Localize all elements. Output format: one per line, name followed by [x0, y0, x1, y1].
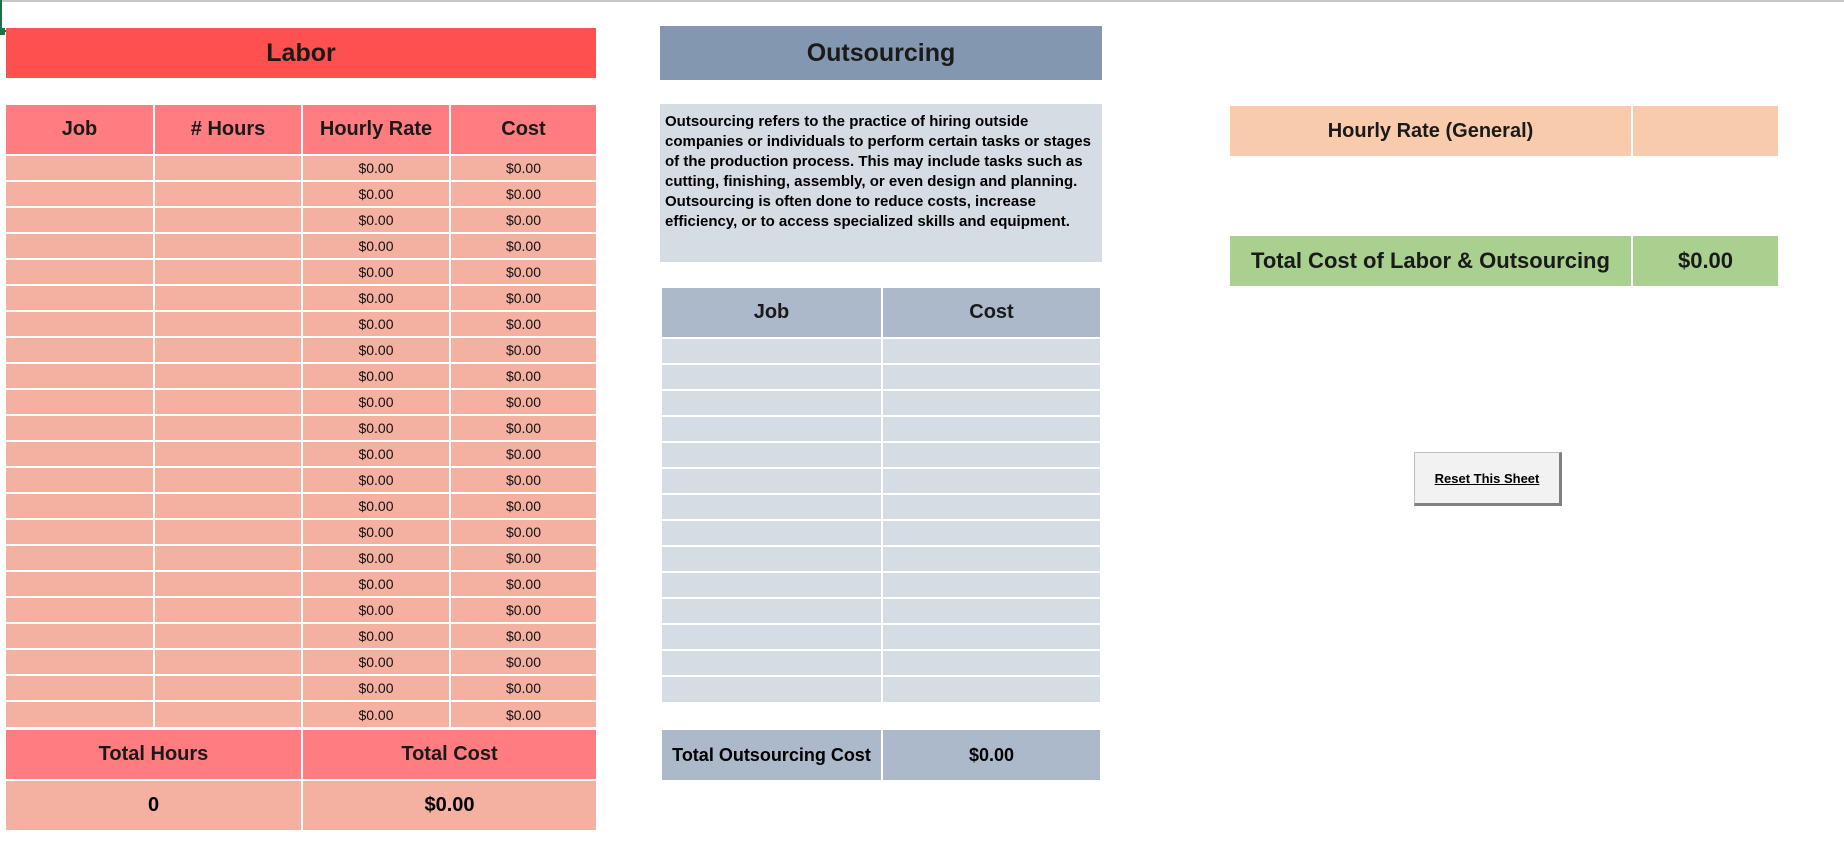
labor-job-cell[interactable]: [6, 233, 154, 259]
labor-cost-cell: $0.00: [450, 467, 596, 493]
labor-rate-cell: $0.00: [302, 389, 450, 415]
labor-hours-cell[interactable]: [154, 259, 302, 285]
labor-cost-cell: $0.00: [450, 389, 596, 415]
labor-header-cost: Cost: [450, 105, 596, 155]
labor-cost-cell: $0.00: [450, 259, 596, 285]
labor-job-cell[interactable]: [6, 493, 154, 519]
labor-row: [6, 259, 596, 285]
labor-job-cell[interactable]: [6, 467, 154, 493]
reset-sheet-button[interactable]: Reset This Sheet: [1414, 452, 1562, 506]
outsourcing-cost-cell[interactable]: [882, 468, 1100, 494]
labor-totals-table: [6, 730, 596, 830]
labor-cost-cell: $0.00: [450, 363, 596, 389]
labor-job-cell[interactable]: [6, 519, 154, 545]
labor-hours-cell[interactable]: [154, 441, 302, 467]
outsourcing-job-cell[interactable]: [662, 338, 882, 364]
labor-row: [6, 181, 596, 207]
labor-row: [6, 623, 596, 649]
labor-hours-cell[interactable]: [154, 233, 302, 259]
outsourcing-cost-cell[interactable]: [882, 676, 1100, 702]
labor-cost-cell: $0.00: [450, 623, 596, 649]
labor-hours-cell[interactable]: [154, 493, 302, 519]
outsourcing-row: [662, 442, 1100, 468]
labor-hours-cell[interactable]: [154, 649, 302, 675]
labor-hours-cell[interactable]: [154, 155, 302, 181]
labor-hours-cell[interactable]: [154, 285, 302, 311]
outsourcing-cost-cell[interactable]: [882, 364, 1100, 390]
outsourcing-job-cell[interactable]: [662, 494, 882, 520]
total-outsourcing-cost-value: $0.00: [882, 730, 1100, 780]
labor-job-cell[interactable]: [6, 389, 154, 415]
labor-cost-cell: $0.00: [450, 207, 596, 233]
labor-hours-cell[interactable]: [154, 467, 302, 493]
labor-cost-cell: $0.00: [450, 545, 596, 571]
outsourcing-description: Outsourcing refers to the practice of hiring outside companies or individuals to perform certain tasks or stages of the production process. This may include tasks such as cutting, finishing, assembly, or even design and planning. Outsourcing is often done to reduce costs, increase efficiency, or to access specialized skills and equipment.: [660, 104, 1102, 262]
outsourcing-job-cell[interactable]: [662, 468, 882, 494]
labor-job-cell[interactable]: [6, 207, 154, 233]
labor-cost-cell: $0.00: [450, 415, 596, 441]
labor-rate-cell: $0.00: [302, 675, 450, 701]
labor-header-row: [6, 105, 596, 155]
labor-row: [6, 597, 596, 623]
outsourcing-row: [662, 364, 1100, 390]
labor-title: Labor: [6, 28, 596, 78]
outsourcing-job-cell[interactable]: [662, 650, 882, 676]
labor-rate-cell: $0.00: [302, 363, 450, 389]
labor-row: [6, 441, 596, 467]
labor-cost-cell: $0.00: [450, 233, 596, 259]
labor-header-hours: # Hours: [154, 105, 302, 155]
labor-cost-cell: $0.00: [450, 597, 596, 623]
outsourcing-cost-cell[interactable]: [882, 416, 1100, 442]
labor-hours-cell[interactable]: [154, 545, 302, 571]
grand-total-value: $0.00: [1632, 236, 1778, 286]
labor-cost-cell: $0.00: [450, 181, 596, 207]
labor-rate-cell: $0.00: [302, 207, 450, 233]
labor-job-cell[interactable]: [6, 675, 154, 701]
labor-hours-cell[interactable]: [154, 701, 302, 727]
labor-row: [6, 207, 596, 233]
labor-cost-cell: $0.00: [450, 649, 596, 675]
outsourcing-row: [662, 572, 1100, 598]
outsourcing-job-cell[interactable]: [662, 390, 882, 416]
outsourcing-cost-cell[interactable]: [882, 624, 1100, 650]
labor-hours-cell[interactable]: [154, 415, 302, 441]
outsourcing-job-cell[interactable]: [662, 572, 882, 598]
outsourcing-cost-cell[interactable]: [882, 546, 1100, 572]
labor-header-hourly-rate: Hourly Rate: [302, 105, 450, 155]
total-outsourcing-cost-label: Total Outsourcing Cost: [662, 730, 882, 780]
labor-table: [6, 105, 596, 727]
labor-job-cell[interactable]: [6, 623, 154, 649]
labor-job-cell[interactable]: [6, 311, 154, 337]
outsourcing-job-cell[interactable]: [662, 520, 882, 546]
labor-cost-cell: $0.00: [450, 519, 596, 545]
labor-rate-cell: $0.00: [302, 649, 450, 675]
labor-hours-cell[interactable]: [154, 597, 302, 623]
labor-job-cell[interactable]: [6, 571, 154, 597]
labor-rate-cell: $0.00: [302, 467, 450, 493]
labor-job-cell[interactable]: [6, 701, 154, 727]
labor-job-cell[interactable]: [6, 155, 154, 181]
labor-row: [6, 285, 596, 311]
outsourcing-table: [662, 288, 1100, 702]
labor-row: [6, 519, 596, 545]
labor-job-cell[interactable]: [6, 441, 154, 467]
labor-job-cell[interactable]: [6, 597, 154, 623]
total-hours-value: 0: [6, 780, 302, 830]
total-hours-label: Total Hours: [6, 730, 302, 780]
outsourcing-row: [662, 546, 1100, 572]
labor-rate-cell: $0.00: [302, 623, 450, 649]
labor-rate-cell: $0.00: [302, 415, 450, 441]
sheet-top-border: [0, 0, 1844, 2]
labor-row: [6, 233, 596, 259]
labor-row: [6, 675, 596, 701]
labor-cost-cell: $0.00: [450, 155, 596, 181]
outsourcing-cost-cell[interactable]: [882, 520, 1100, 546]
outsourcing-rows: [662, 338, 1100, 702]
labor-rate-cell: $0.00: [302, 155, 450, 181]
labor-rate-cell: $0.00: [302, 597, 450, 623]
outsourcing-job-cell[interactable]: [662, 624, 882, 650]
labor-hours-cell[interactable]: [154, 389, 302, 415]
labor-row: [6, 389, 596, 415]
hourly-rate-label: Hourly Rate (General): [1230, 106, 1632, 156]
labor-rate-cell: $0.00: [302, 519, 450, 545]
labor-rate-cell: $0.00: [302, 545, 450, 571]
labor-header-job: Job: [6, 105, 154, 155]
outsourcing-header-cost: Cost: [882, 288, 1100, 338]
labor-rows: [6, 155, 596, 727]
outsourcing-cost-cell[interactable]: [882, 442, 1100, 468]
labor-rate-cell: $0.00: [302, 259, 450, 285]
outsourcing-row: [662, 598, 1100, 624]
labor-row: [6, 155, 596, 181]
labor-cost-cell: $0.00: [450, 675, 596, 701]
total-cost-value: $0.00: [302, 780, 596, 830]
labor-rate-cell: $0.00: [302, 233, 450, 259]
labor-rate-cell: $0.00: [302, 337, 450, 363]
labor-row: [6, 337, 596, 363]
labor-hours-cell[interactable]: [154, 675, 302, 701]
labor-hours-cell[interactable]: [154, 181, 302, 207]
outsourcing-job-cell[interactable]: [662, 676, 882, 702]
outsourcing-cost-cell[interactable]: [882, 650, 1100, 676]
outsourcing-header-job: Job: [662, 288, 882, 338]
labor-job-cell[interactable]: [6, 181, 154, 207]
outsourcing-row: [662, 338, 1100, 364]
labor-hours-cell[interactable]: [154, 363, 302, 389]
labor-cost-cell: $0.00: [450, 701, 596, 727]
outsourcing-job-cell[interactable]: [662, 442, 882, 468]
outsourcing-job-cell[interactable]: [662, 598, 882, 624]
total-cost-label: Total Cost: [302, 730, 596, 780]
hourly-rate-input-cell[interactable]: [1632, 106, 1778, 156]
labor-job-cell[interactable]: [6, 545, 154, 571]
labor-rate-cell: $0.00: [302, 285, 450, 311]
outsourcing-job-cell[interactable]: [662, 364, 882, 390]
labor-row: [6, 493, 596, 519]
labor-row: [6, 467, 596, 493]
outsourcing-row: [662, 468, 1100, 494]
outsourcing-row: [662, 416, 1100, 442]
labor-row: [6, 571, 596, 597]
labor-row: [6, 649, 596, 675]
outsourcing-cost-cell[interactable]: [882, 390, 1100, 416]
outsourcing-row: [662, 390, 1100, 416]
outsourcing-cost-cell[interactable]: [882, 572, 1100, 598]
labor-row: [6, 545, 596, 571]
outsourcing-header-row: [662, 288, 1100, 338]
labor-job-cell[interactable]: [6, 363, 154, 389]
outsourcing-row: [662, 494, 1100, 520]
hourly-rate-table: [1230, 106, 1778, 156]
labor-row: [6, 363, 596, 389]
labor-cost-cell: $0.00: [450, 441, 596, 467]
labor-hours-cell[interactable]: [154, 571, 302, 597]
labor-job-cell[interactable]: [6, 415, 154, 441]
labor-rate-cell: $0.00: [302, 441, 450, 467]
grand-total-table: [1230, 236, 1778, 286]
labor-rate-cell: $0.00: [302, 701, 450, 727]
labor-row: [6, 311, 596, 337]
labor-cost-cell: $0.00: [450, 285, 596, 311]
grand-total-label: Total Cost of Labor & Outsourcing: [1230, 236, 1632, 286]
labor-hours-cell[interactable]: [154, 337, 302, 363]
labor-hours-cell[interactable]: [154, 207, 302, 233]
outsourcing-cost-cell[interactable]: [882, 494, 1100, 520]
outsourcing-row: [662, 624, 1100, 650]
labor-cost-cell: $0.00: [450, 493, 596, 519]
labor-cost-cell: $0.00: [450, 571, 596, 597]
labor-job-cell[interactable]: [6, 649, 154, 675]
labor-rate-cell: $0.00: [302, 571, 450, 597]
labor-rate-cell: $0.00: [302, 181, 450, 207]
outsourcing-title: Outsourcing: [660, 26, 1102, 80]
labor-job-cell[interactable]: [6, 259, 154, 285]
labor-row: [6, 415, 596, 441]
labor-cost-cell: $0.00: [450, 311, 596, 337]
outsourcing-row: [662, 650, 1100, 676]
outsourcing-job-cell[interactable]: [662, 416, 882, 442]
outsourcing-cost-cell[interactable]: [882, 598, 1100, 624]
outsourcing-totals-table: [662, 730, 1100, 780]
labor-row: [6, 701, 596, 727]
labor-rate-cell: $0.00: [302, 493, 450, 519]
labor-job-cell[interactable]: [6, 285, 154, 311]
outsourcing-job-cell[interactable]: [662, 546, 882, 572]
outsourcing-row: [662, 520, 1100, 546]
labor-hours-cell[interactable]: [154, 311, 302, 337]
labor-hours-cell[interactable]: [154, 623, 302, 649]
outsourcing-cost-cell[interactable]: [882, 338, 1100, 364]
labor-job-cell[interactable]: [6, 337, 154, 363]
labor-hours-cell[interactable]: [154, 519, 302, 545]
outsourcing-row: [662, 676, 1100, 702]
labor-rate-cell: $0.00: [302, 311, 450, 337]
labor-cost-cell: $0.00: [450, 337, 596, 363]
